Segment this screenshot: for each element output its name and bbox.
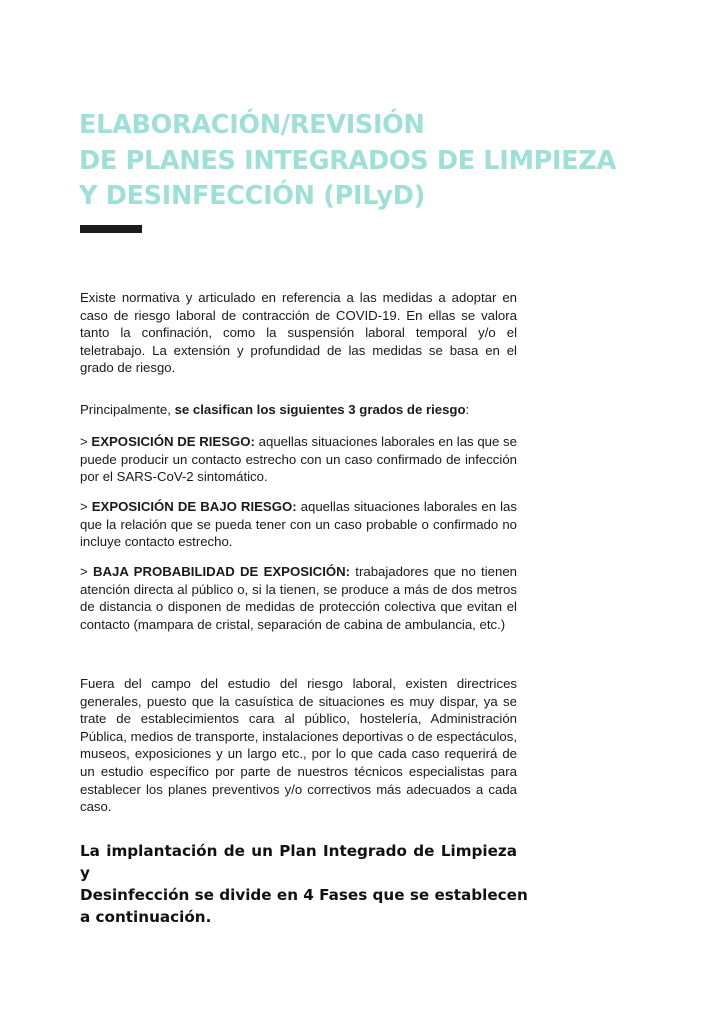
title-line: ELABORACIÓN/REVISIÓN xyxy=(79,110,425,140)
title-line: DE PLANES INTEGRADOS DE LIMPIEZA xyxy=(79,145,616,176)
risk-prefix: > xyxy=(80,434,92,449)
page-title xyxy=(79,108,679,215)
intro-paragraph: Existe normativa y articulado en referencia a las medidas a adoptar en caso de riesgo laboral de contracción de COVID-19. En ellas se valora tanto la confinación, como la suspensión laboral temporal y/o el teletrabajo. La extensión y profundidad de las medidas se basa en el grado de riesgo. xyxy=(80,290,517,376)
outside-scope-paragraph: Fuera del campo del estudio del riesgo laboral, existen directrices generales, puesto que la casuística de situaciones es muy dispar, ya se trate de establecimientos cara al público, hostelería, Administración Pública, medios de transporte, instalaciones deportivas o de espectáculos, museos, exposiciones y un largo etc., por lo que cada caso requerirá de un estudio específico por parte de nuestros técnicos especialistas para establecer los planes preventivos y/o correctivos más adecuados a cada caso. xyxy=(80,676,517,815)
classification-bold: se clasifican los siguientes 3 grados de riesgo xyxy=(174,402,466,417)
risk-label: BAJA PROBABILIDAD DE EXPOSICIÓN: xyxy=(92,564,351,579)
risk-level-item xyxy=(80,563,517,633)
risk-level-item xyxy=(80,498,517,551)
closing-line: La implantación de un Plan Integrado de Limpieza y xyxy=(80,842,517,882)
closing-line: a continuación. xyxy=(80,908,212,926)
risk-text: aquellas situaciones laborales en las que se puede producir un contacto estrecho con un caso confirmado de infección por el SARS-CoV-2 sintomático. xyxy=(80,434,517,485)
closing-line: Desinfección se divide en 4 Fases que se establecen xyxy=(80,886,528,904)
classification-paragraph xyxy=(80,401,517,419)
risk-level-item xyxy=(80,433,517,486)
risk-prefix: > xyxy=(80,499,92,514)
risk-label: EXPOSICIÓN DE RIESGO: xyxy=(91,434,255,449)
closing-statement xyxy=(80,840,528,928)
risk-prefix: > xyxy=(80,564,93,579)
classification-lead: Principalmente, xyxy=(80,402,175,417)
risk-text: trabajadores que no tienen atención directa al público o, si la tienen, se produce a más de dos metros de distancia o disponen de medidas de protección colectiva que evitan el contacto (mampara de cristal, separación de cabina de ambulancia, etc.) xyxy=(80,564,517,632)
classification-trail: : xyxy=(465,402,470,417)
risk-text: aquellas situaciones laborales en las que la relación que se pueda tener con un caso probable o confirmado no incluye contacto estrecho. xyxy=(80,499,517,550)
risk-label: EXPOSICIÓN DE BAJO RIESGO: xyxy=(91,499,297,514)
title-line: Y DESINFECCIÓN (PILyD) xyxy=(79,181,425,211)
title-underline-bar xyxy=(80,225,142,233)
